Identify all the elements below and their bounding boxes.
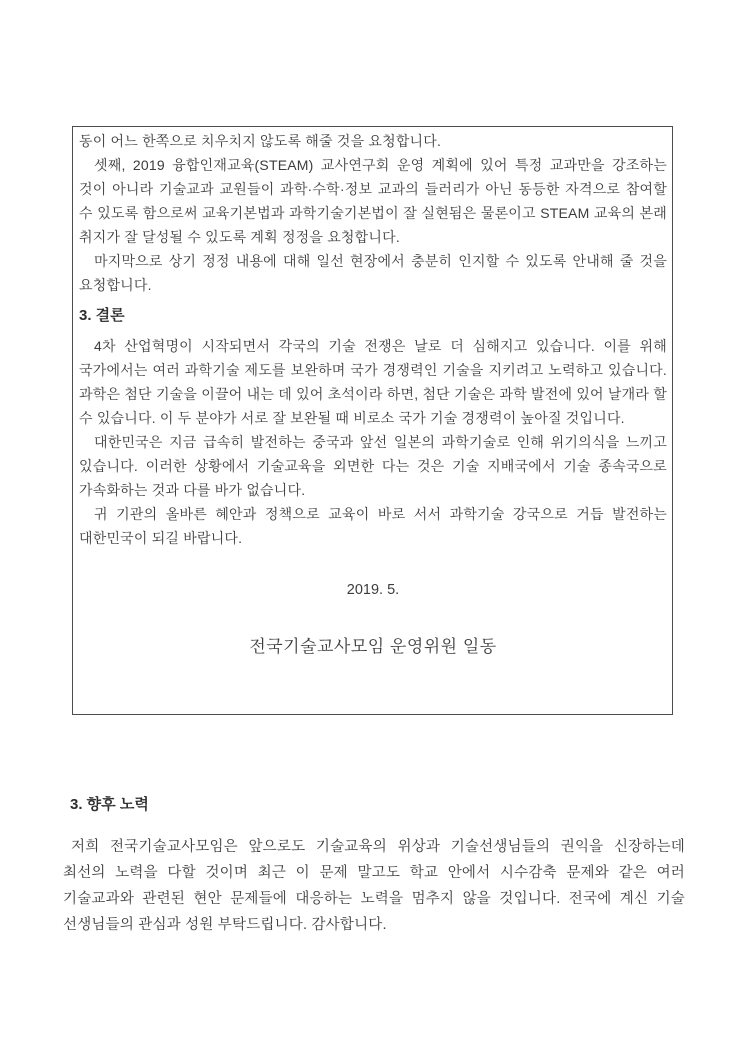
future-efforts-paragraph: 저희 전국기술교사모임은 앞으로도 기술교육의 위상과 기술선생님들의 권익을 신장하는데 최선의 노력을 다할 것이며 최근 이 문제 말고도 학교 안에서 시수감축 문제와 같은 여러 기술교과와 관련된 현안 문제들에 대응하는 노력을 멈추지 않을 것입니다. 전국에 계신 기술 선생님들의 관심과 성원 부탁드립니다. 감사합니다. <box>63 839 685 933</box>
conclusion-heading: 3. 결론 <box>79 307 125 324</box>
request-paragraph-last: 마지막으로 상기 정정 내용에 대해 일선 현장에서 충분히 인지할 수 있도록 안내해 줄 것을 요청합니다. <box>79 253 667 293</box>
carryover-paragraph: 동이 어느 한쪽으로 치우치지 않도록 해줄 것을 요청합니다. <box>79 133 442 149</box>
date-line: 2019. 5. <box>346 582 400 598</box>
future-efforts-section <box>63 793 685 938</box>
future-efforts-heading: 3. 향후 노력 <box>70 796 149 813</box>
conclusion-paragraph-3: 귀 기관의 올바른 혜안과 정책으로 교육이 바로 서서 과학기술 강국으로 거듭 발전하는 대한민국이 되길 바랍니다. <box>79 506 667 546</box>
request-paragraph-third: 셋째, 2019 융합인재교육(STEAM) 교사연구회 운영 계획에 있어 특정 교과만을 강조하는 것이 아니라 기술교과 교원들이 과학·수학·정보 교과의 들러리가 아닌 동등한 자격으로 참여할 수 있도록 함으로써 교육기본법과 과학기술기본법이 잘 실현됨은 물론이고 STEAM 교육의 본래 취지가 잘 달성될 수 있도록 계획 정정을 요청합니다. <box>79 157 667 245</box>
conclusion-paragraph-2: 대한민국은 지금 급속히 발전하는 중국과 앞선 일본의 과학기술로 인해 위기의식을 느끼고 있습니다. 이러한 상황에서 기술교육을 외면한 다는 것은 기술 지배국에서 기술 종속국으로 가속화하는 것과 다를 바가 없습니다. <box>79 434 667 498</box>
signature-line: 전국기술교사모임 운영위원 일동 <box>249 637 497 656</box>
conclusion-paragraph-1: 4차 산업혁명이 시작되면서 각국의 기술 전쟁은 날로 더 심해지고 있습니다. 이를 위해 국가에서는 여러 과학기술 제도를 보완하며 국가 경쟁력인 기술을 지키려고 노력하고 있습니다. 과학은 첨단 기술을 이끌어 내는 데 있어 초석이라 하면, 첨단 기술은 과학 발전에 있어 날개라 할 수 있습니다. 이 두 분야가 서로 잘 보완될 때 비로소 국가 기술 경쟁력이 높아질 것입니다. <box>79 338 667 426</box>
letter-body-box <box>72 126 673 715</box>
